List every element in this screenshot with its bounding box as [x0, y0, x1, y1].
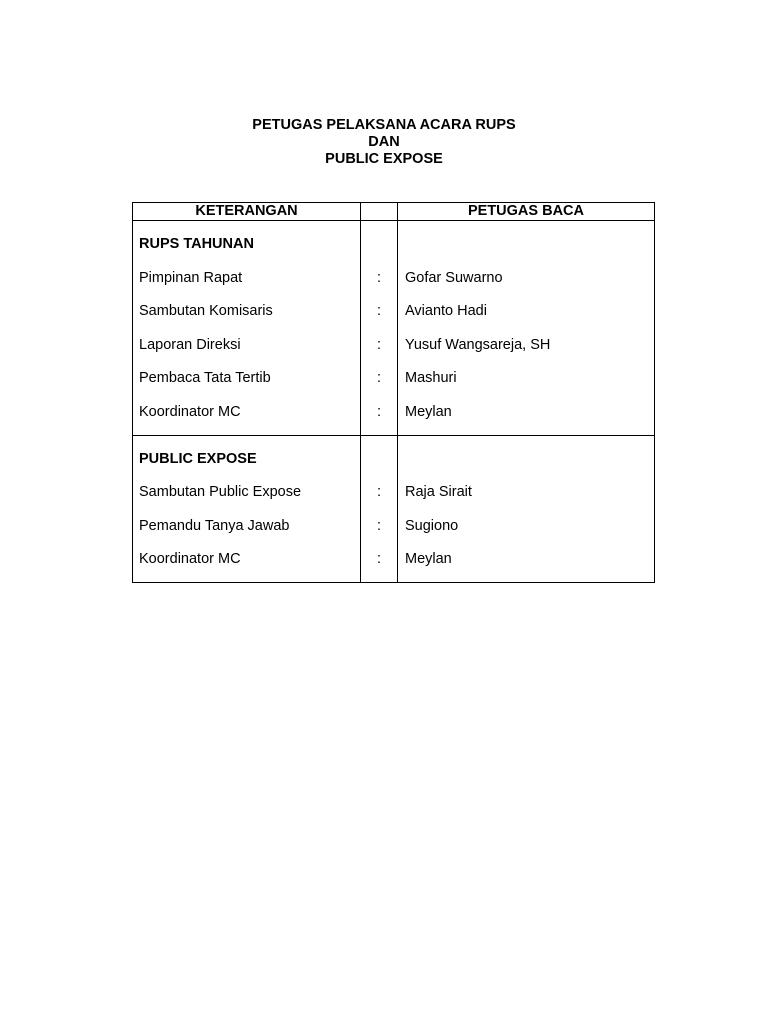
section-descriptions: [133, 435, 361, 583]
role-label: Sambutan Komisaris: [139, 303, 273, 319]
name-spacer: [398, 451, 654, 485]
section-separators: [361, 221, 398, 436]
role-label: Laporan Direksi: [139, 336, 241, 353]
colon-separator: :: [376, 517, 382, 534]
separator-spacer: [361, 451, 397, 485]
colon-separator: :: [376, 484, 382, 500]
role-label: Sambutan Public Expose: [139, 484, 302, 500]
role-label: Pembaca Tata Tertib: [139, 370, 271, 386]
section-rups-tahunan: [133, 221, 655, 436]
table-header-row: [133, 203, 655, 221]
officer-name: Raja Sirait: [405, 484, 472, 500]
section-descriptions: [133, 221, 361, 436]
officer-name: Yusuf Wangsareja, SH: [405, 336, 551, 353]
separator-spacer: [361, 236, 397, 270]
officer-name: Meylan: [405, 551, 452, 567]
header-keterangan: KETERANGAN: [133, 203, 361, 221]
section-heading: RUPS TAHUNAN: [139, 236, 254, 252]
header-colon: [361, 203, 398, 221]
role-label: Pemandu Tanya Jawab: [139, 517, 290, 534]
header-petugas-baca: PETUGAS BACA: [398, 203, 655, 221]
officer-name: Gofar Suwarno: [405, 269, 503, 286]
document-title: [0, 117, 768, 168]
title-line-2: DAN: [368, 134, 400, 150]
section-heading: PUBLIC EXPOSE: [139, 450, 257, 467]
assignment-table: [132, 202, 655, 583]
role-label: Koordinator MC: [139, 551, 241, 567]
role-label: Koordinator MC: [139, 403, 241, 420]
title-line-3: PUBLIC EXPOSE: [325, 151, 443, 167]
colon-separator: :: [376, 403, 382, 420]
section-names: [398, 221, 655, 436]
officer-name: Mashuri: [405, 370, 457, 386]
colon-separator: :: [376, 551, 382, 567]
section-separators: [361, 435, 398, 583]
colon-separator: :: [376, 269, 382, 286]
colon-separator: :: [376, 370, 382, 386]
officer-name: Sugiono: [405, 517, 459, 534]
colon-separator: :: [376, 336, 382, 353]
officer-name: Avianto Hadi: [405, 303, 487, 319]
officer-name: Meylan: [405, 403, 452, 420]
colon-separator: :: [376, 303, 382, 319]
name-spacer: [398, 236, 654, 270]
section-public-expose: [133, 435, 655, 583]
section-names: [398, 435, 655, 583]
role-label: Pimpinan Rapat: [139, 269, 243, 286]
title-line-1: PETUGAS PELAKSANA ACARA RUPS: [252, 117, 516, 133]
